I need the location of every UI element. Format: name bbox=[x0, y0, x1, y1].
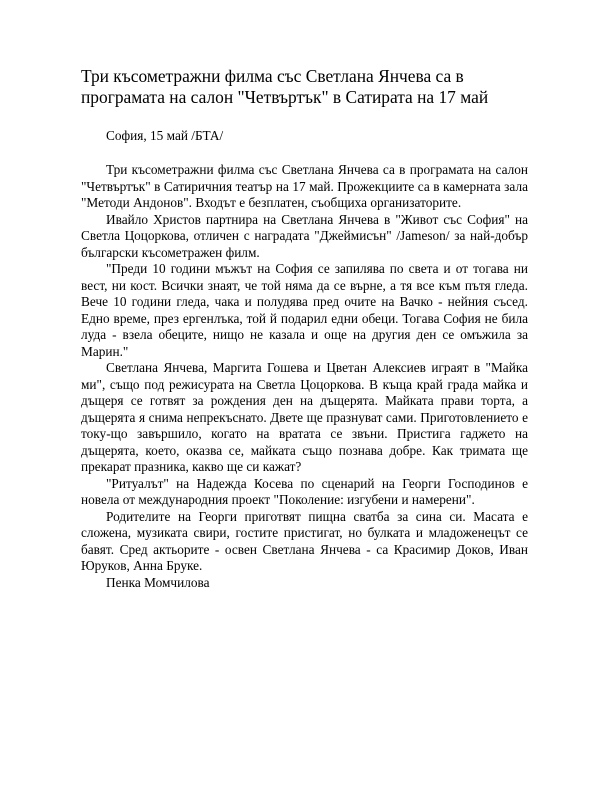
article-paragraph: Светлана Янчева, Маргита Гошева и Цветан Алексиев играят в "Майка ми", също под режисурата на Светла Цоцоркова. В къща край града майка и дъщеря се готвят за рождения ден на дъщерята. Майката прави торта, а дъщерята я снима непрекъснато. Двете ще празнуват сами. Приготовлението е току-що завършило, когато на вратата се звъни. Пристига гаджето на дъщерята, което, оказва се, майката също познава добре. Как тримата ще прекарат празника, какво ще си кажат? bbox=[81, 360, 528, 474]
article-paragraph: Родителите на Георги приготвят пищна сватба за сина си. Масата е сложена, музиката свири, гостите пристигат, но булката и младоженецът се бавят. Сред актьорите - освен Светлана Янчева - са Красимир Доков, Иван Юруков, Анна Бруке. bbox=[81, 508, 528, 573]
article-author: Пенка Момчилова bbox=[106, 574, 210, 590]
article-dateline: София, 15 май /БТА/ bbox=[106, 128, 224, 143]
article-headline: Три късометражни филма със Светлана Янчева са в програмата на салон "Четвъртък" в Сатирата на 17 май bbox=[81, 66, 489, 107]
article-paragraph: Ивайло Христов партнира на Светлана Янчева в "Живот със София" на Светла Цоцоркова, отличен с наградата "Джеймисън" /Jameson/ за най-добър български късометражен филм. bbox=[81, 211, 528, 260]
article-paragraph: "Преди 10 години мъжът на София се запилява по света и от тогава ни вест, ни кост. Всички знаят, че той няма да се върне, а тя все към пътя гледа. Вече 10 години гледа, чака и полудява пред очите на Вачко - нейния съсед. Едно време, през ергенлъка, той й подарил едни обеци. Тогава София не била луда - взела обеците, нищо не казала и още на другия ден се омъжила за Марин." bbox=[81, 261, 528, 359]
article-body bbox=[81, 162, 528, 591]
article-paragraph: "Ритуалът" на Надежда Косева по сценарий на Георги Господинов е новела от международния проект "Поколение: изгубени и намерени". bbox=[81, 475, 528, 507]
article-paragraph: Три късометражни филма със Светлана Янчева са в програмата на салон "Четвъртък" в Сатиричния театър на 17 май. Прожекциите са в камерната зала "Методи Андонов". Входът е безплатен, съобщиха организаторите. bbox=[81, 162, 528, 210]
